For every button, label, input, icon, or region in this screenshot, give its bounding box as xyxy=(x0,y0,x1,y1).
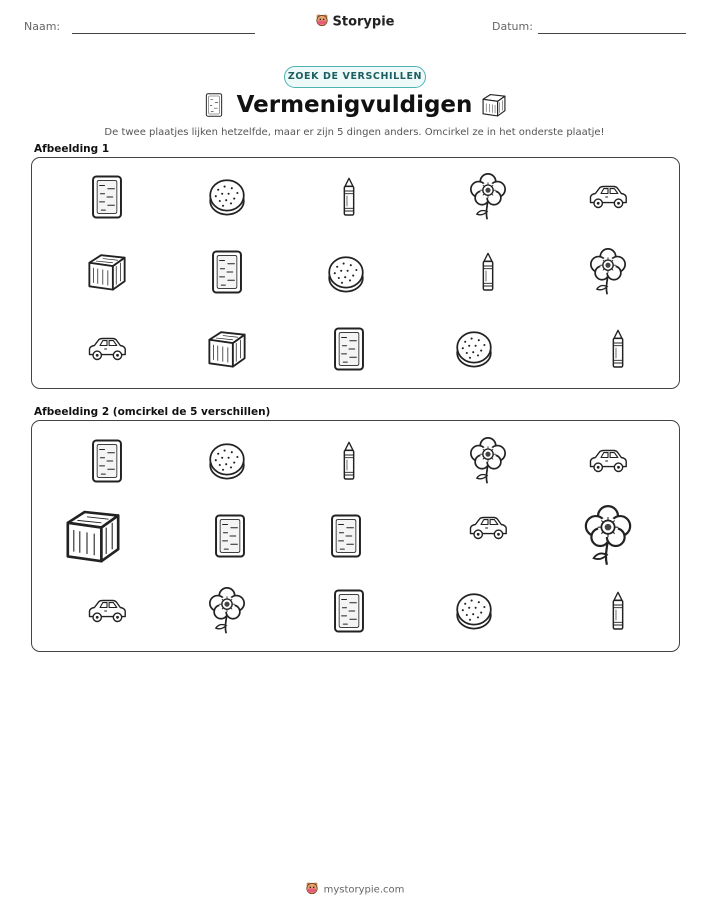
brand xyxy=(0,13,709,31)
crayon-icon[interactable] xyxy=(610,326,626,372)
brand-name: Storypie xyxy=(332,14,395,30)
car-icon[interactable] xyxy=(467,515,509,541)
flower-icon[interactable] xyxy=(466,437,510,485)
cracker-icon[interactable] xyxy=(332,326,366,372)
name-line[interactable] xyxy=(72,33,255,34)
storypie-logo-icon xyxy=(305,881,319,898)
cookie-icon[interactable] xyxy=(454,591,494,631)
cracker-icon[interactable] xyxy=(329,513,363,559)
cookie-icon[interactable] xyxy=(207,177,247,217)
cracker-icon[interactable] xyxy=(213,513,247,559)
cube-icon xyxy=(481,92,507,118)
car-icon[interactable] xyxy=(587,448,629,474)
cracker-icon[interactable] xyxy=(90,438,124,484)
crayon-icon[interactable] xyxy=(610,588,626,634)
cracker-icon[interactable] xyxy=(210,249,244,295)
picture2-label: Afbeelding 2 (omcirkel de 5 verschillen) xyxy=(34,406,271,418)
cracker-icon[interactable] xyxy=(332,588,366,634)
date-label: Datum: xyxy=(492,20,533,33)
crayon-icon[interactable] xyxy=(480,249,496,295)
cube-icon[interactable] xyxy=(206,328,248,370)
flower-icon[interactable] xyxy=(586,248,630,296)
footer-site: mystorypie.com xyxy=(323,884,405,896)
crayon-icon[interactable] xyxy=(341,438,357,484)
picture1-label: Afbeelding 1 xyxy=(34,143,110,155)
flower-icon[interactable] xyxy=(578,505,638,567)
cookie-icon[interactable] xyxy=(454,329,494,369)
flower-icon[interactable] xyxy=(466,173,510,221)
crayon-icon[interactable] xyxy=(341,174,357,220)
cookie-icon[interactable] xyxy=(326,254,366,294)
car-icon[interactable] xyxy=(587,184,629,210)
storypie-logo-icon xyxy=(315,13,329,31)
cube-icon[interactable] xyxy=(63,506,123,566)
cracker-icon[interactable] xyxy=(90,174,124,220)
car-icon[interactable] xyxy=(86,336,128,362)
name-label: Naam: xyxy=(24,20,61,33)
page-title: Vermenigvuldigen xyxy=(236,92,473,118)
cube-icon[interactable] xyxy=(86,251,128,293)
worksheet-badge: ZOEK DE VERSCHILLEN xyxy=(284,66,426,88)
cookie-icon[interactable] xyxy=(207,441,247,481)
date-line[interactable] xyxy=(538,33,686,34)
instructions: De twee plaatjes lijken hetzelfde, maar er zijn 5 dingen anders. Omcirkel ze in het onderste plaatje! xyxy=(104,127,605,138)
flower-icon[interactable] xyxy=(205,587,249,635)
car-icon[interactable] xyxy=(86,598,128,624)
footer xyxy=(0,881,709,898)
